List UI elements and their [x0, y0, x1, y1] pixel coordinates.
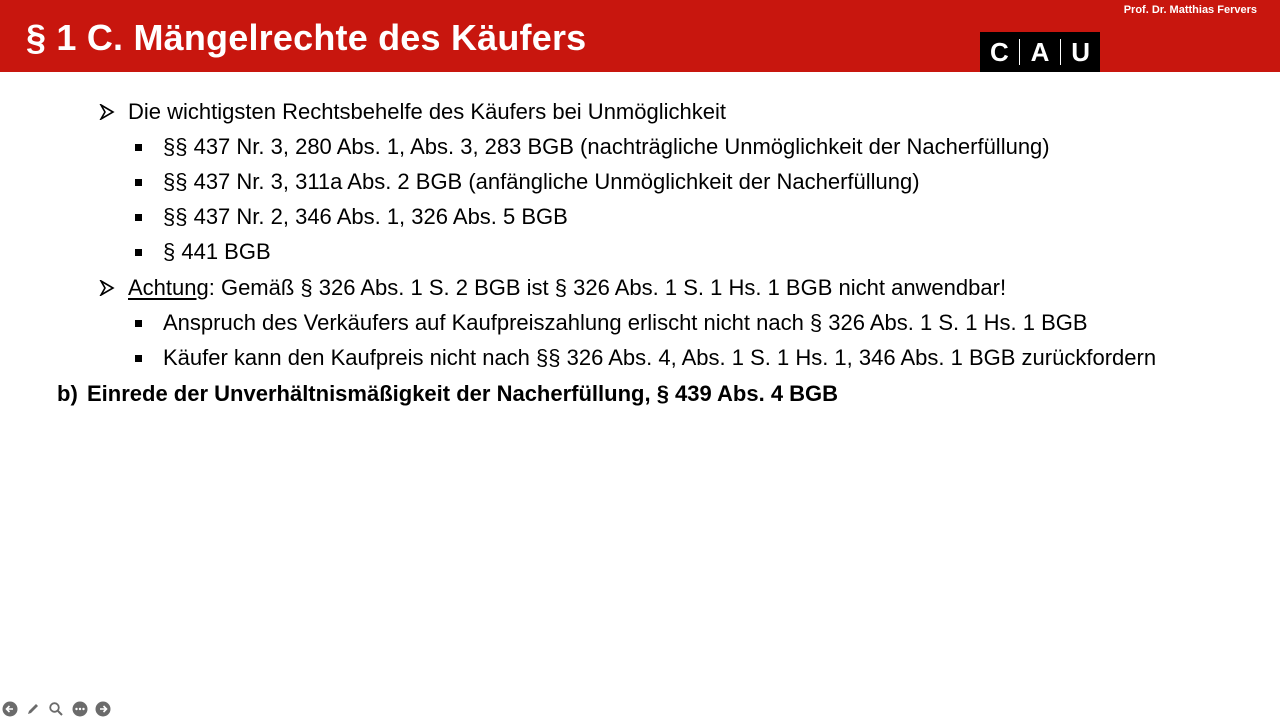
square-bullet-icon [135, 179, 142, 186]
logo-letter: U [1071, 37, 1090, 67]
square-bullet-icon [135, 214, 142, 221]
square-bullet-icon [135, 144, 142, 151]
bullet-text: Die wichtigsten Rechtsbehelfe des Käufers bei Unmöglichkeit [128, 99, 726, 124]
author-label: Prof. Dr. Matthias Fervers [1123, 4, 1257, 16]
slide-header [0, 0, 1280, 72]
arrow-bullet-icon [99, 104, 115, 120]
square-bullet-icon [135, 320, 142, 327]
university-logo [980, 32, 1100, 72]
logo-letter: A [1030, 37, 1050, 67]
sub-bullet-text: §§ 437 Nr. 3, 311a Abs. 2 BGB (anfängliche Unmöglichkeit der Nacherfüllung) [163, 169, 920, 194]
more-icon[interactable] [72, 701, 88, 717]
arrow-bullet-icon [99, 280, 115, 296]
next-icon[interactable] [95, 701, 111, 717]
sub-bullet-text: §§ 437 Nr. 3, 280 Abs. 1, Abs. 3, 283 BGB (nachträgliche Unmöglichkeit der Nacherfüllung) [163, 134, 1050, 159]
logo-letter: C [990, 37, 1009, 67]
slide-title: § 1 C. Mängelrechte des Käufers [26, 17, 587, 58]
warning-label: Achtung [128, 275, 209, 300]
zoom-icon[interactable] [48, 701, 64, 717]
bullet-text [128, 274, 1006, 302]
warning-text: : Gemäß § 326 Abs. 1 S. 2 BGB ist § 326 Abs. 1 S. 1 Hs. 1 BGB nicht anwendbar! [208, 275, 1007, 300]
pen-icon[interactable] [25, 701, 41, 717]
section-marker: b) [57, 381, 78, 406]
square-bullet-icon [135, 355, 142, 362]
square-bullet-icon [135, 249, 142, 256]
sub-bullet-text: §§ 437 Nr. 2, 346 Abs. 1, 326 Abs. 5 BGB [163, 204, 568, 229]
sub-bullet-text: § 441 BGB [163, 239, 271, 264]
sub-bullet-text: Käufer kann den Kaufpreis nicht nach §§ 326 Abs. 4, Abs. 1 S. 1 Hs. 1, 346 Abs. 1 BGB zurückfordern [163, 345, 1157, 370]
section-heading: Einrede der Unverhältnismäßigkeit der Nacherfüllung, § 439 Abs. 4 BGB [87, 381, 839, 406]
sub-bullet-text: Anspruch des Verkäufers auf Kaufpreiszahlung erlischt nicht nach § 326 Abs. 1 S. 1 Hs. 1 BGB [163, 310, 1088, 335]
previous-icon[interactable] [2, 701, 18, 717]
